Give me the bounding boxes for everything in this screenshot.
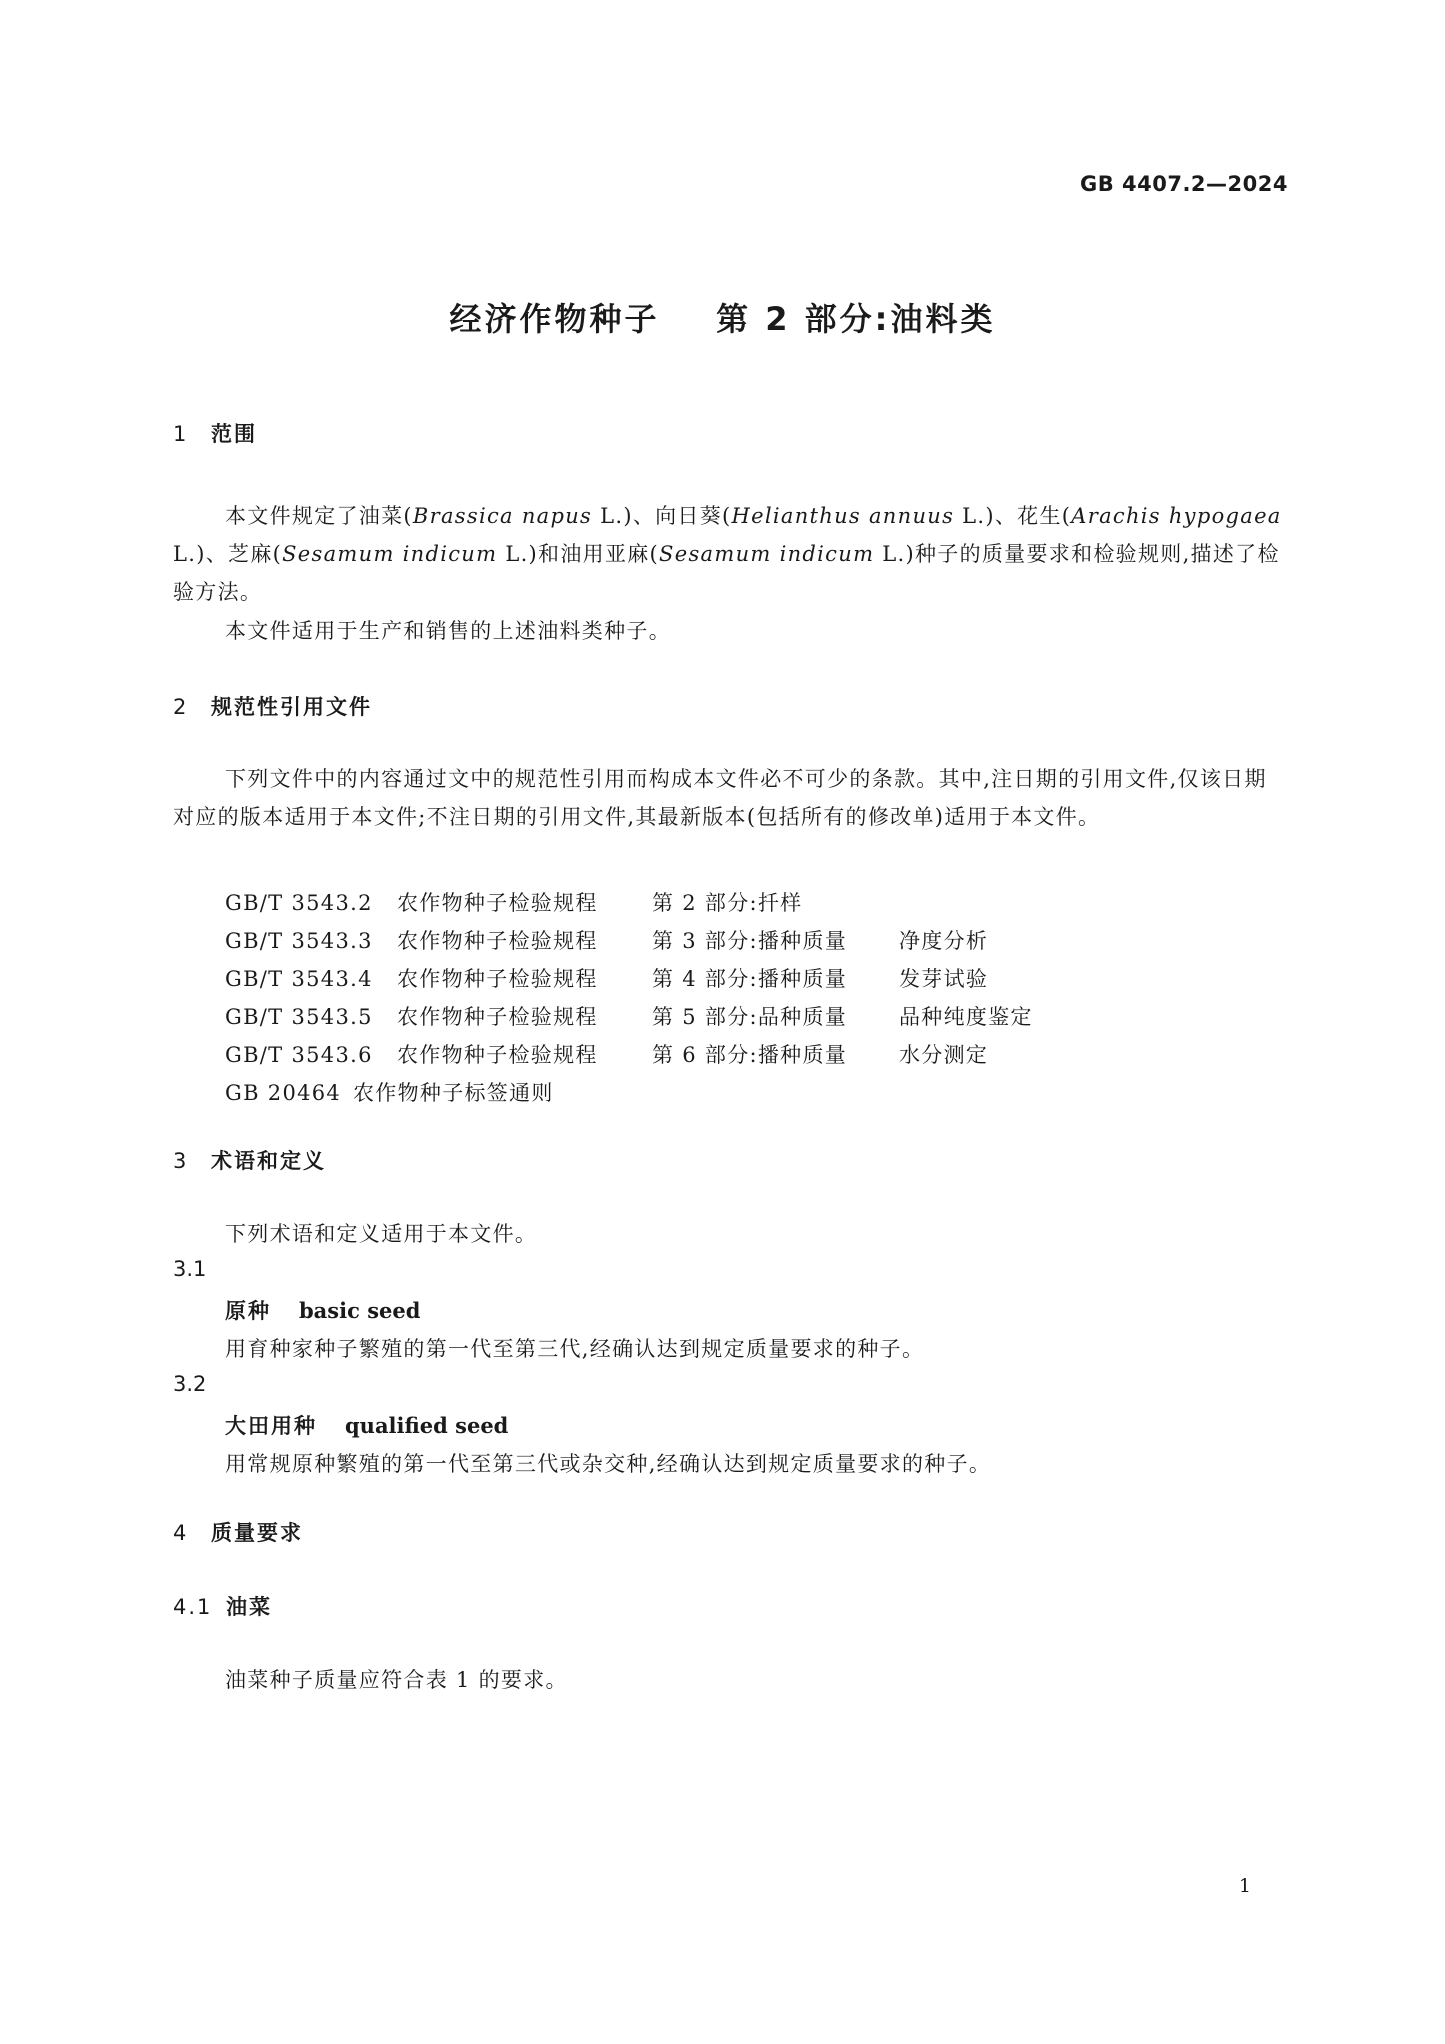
page-number: 1 — [1238, 1875, 1251, 1897]
reference-code: GB/T 3543.6 — [225, 1043, 373, 1067]
reference-part: 第 4 部分:播种质量 — [652, 967, 848, 991]
reference-item — [225, 963, 988, 993]
reference-subject: 品种纯度鉴定 — [899, 1005, 1033, 1029]
rapeseed-requirement-text: 油菜种子质量应符合表 1 的要求。 — [225, 1668, 568, 1692]
reference-item — [225, 1001, 1033, 1031]
section-title: 术语和定义 — [211, 1149, 326, 1173]
species-name: Sesamum indicum — [659, 542, 875, 566]
reference-item — [225, 1077, 554, 1107]
term-number: 3.1 — [173, 1257, 207, 1281]
reference-code: GB/T 3543.5 — [225, 1005, 373, 1029]
reference-code: GB/T 3543.2 — [225, 891, 373, 915]
term-english: basic seed — [299, 1298, 421, 1323]
reference-title: 农作物种子检验规程 — [397, 967, 598, 991]
standard-number: GB 4407.2—2024 — [1079, 172, 1288, 196]
section-title: 范围 — [211, 422, 257, 446]
subsection-4-1-heading — [173, 1591, 272, 1621]
scope-applicability: 本文件适用于生产和销售的上述油料类种子。 — [225, 619, 671, 643]
term-entry — [225, 1410, 508, 1440]
references-intro: 下列文件中的内容通过文中的规范性引用而构成本文件必不可少的条款。其中,注日期的引用文件,仅该日期对应的版本适用于本文件;不注日期的引用文件,其最新版本(包括所有的修改单)适用于本文件。 — [173, 767, 1267, 829]
scope-paragraph — [173, 497, 1288, 611]
species-name: Brassica napus — [412, 504, 593, 528]
reference-code: GB/T 3543.4 — [225, 967, 373, 991]
section-1-heading — [173, 418, 257, 448]
reference-title: 农作物种子检验规程 — [397, 1005, 598, 1029]
reference-item — [225, 887, 803, 917]
term-chinese: 大田用种 — [225, 1414, 317, 1438]
section-number: 4 — [173, 1521, 189, 1545]
reference-item — [225, 925, 988, 955]
section-4-heading — [173, 1517, 303, 1547]
subsection-title: 油菜 — [226, 1595, 272, 1619]
text-run: L.)、向日葵( — [592, 504, 732, 528]
term-entry — [225, 1295, 420, 1325]
section-2-heading — [173, 691, 372, 721]
section-title: 质量要求 — [211, 1521, 303, 1545]
term-number: 3.2 — [173, 1372, 207, 1396]
reference-title: 农作物种子检验规程 — [397, 929, 598, 953]
species-name: Helianthus annuus — [731, 504, 955, 528]
reference-subject: 净度分析 — [899, 929, 989, 953]
term-chinese: 原种 — [225, 1299, 271, 1323]
term-definition: 用育种家种子繁殖的第一代至第三代,经确认达到规定质量要求的种子。 — [225, 1337, 925, 1361]
text-run: L.)、芝麻( — [173, 542, 283, 566]
text-run: L.)种子的质量要求和检验规则,描述了检验方法。 — [173, 542, 1280, 604]
reference-code: GB 20464 — [225, 1081, 342, 1105]
page-title: 经济作物种子 第 2 部分:油料类 — [449, 300, 996, 338]
reference-part: 第 6 部分:播种质量 — [652, 1043, 848, 1067]
text-run: L.)、花生( — [954, 504, 1072, 528]
section-number: 2 — [173, 695, 189, 719]
species-name: Arachis hypogaea — [1071, 504, 1282, 528]
text-run: 本文件规定了油菜( — [225, 504, 413, 528]
reference-title: 农作物种子标签通则 — [353, 1081, 554, 1105]
species-name: Sesamum indicum — [282, 542, 498, 566]
reference-part: 第 5 部分:品种质量 — [652, 1005, 848, 1029]
reference-code: GB/T 3543.3 — [225, 929, 373, 953]
reference-part: 第 3 部分:播种质量 — [652, 929, 848, 953]
terms-intro: 下列术语和定义适用于本文件。 — [225, 1222, 538, 1246]
term-definition: 用常规原种繁殖的第一代至第三代或杂交种,经确认达到规定质量要求的种子。 — [225, 1452, 992, 1476]
section-number: 3 — [173, 1149, 189, 1173]
term-english: qualified seed — [345, 1413, 509, 1438]
reference-subject: 水分测定 — [899, 1043, 989, 1067]
reference-item — [225, 1039, 988, 1069]
reference-part: 第 2 部分:扦样 — [652, 891, 803, 915]
reference-subject: 发芽试验 — [899, 967, 989, 991]
subsection-number: 4.1 — [173, 1595, 213, 1619]
text-run: L.)和油用亚麻( — [497, 542, 660, 566]
section-3-heading — [173, 1145, 326, 1175]
reference-title: 农作物种子检验规程 — [397, 1043, 598, 1067]
reference-title: 农作物种子检验规程 — [397, 891, 598, 915]
section-title: 规范性引用文件 — [211, 695, 372, 719]
section-number: 1 — [173, 422, 189, 446]
